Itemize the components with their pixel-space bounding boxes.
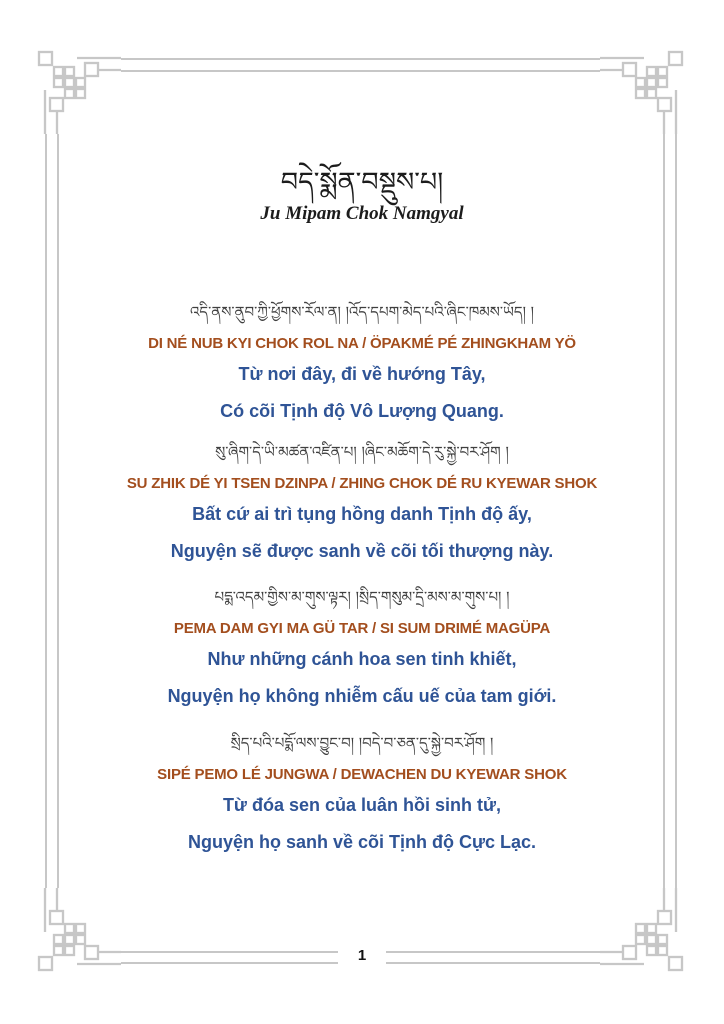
verse-transliteration-line: SU ZHIK DÉ YI TSEN DZINPA / ZHING CHOK DÉ RU KYEWAR SHOK bbox=[126, 475, 598, 492]
corner-knot-ornament-top-right bbox=[600, 50, 684, 134]
verse-vietnamese-line-2: Có cõi Tịnh độ Vô Lượng Quang. bbox=[220, 401, 504, 421]
verse-tibetan-line: འདི་ནས་ནུབ་ཀྱི་ཕྱོགས་རོལ་ན། །འོད་དཔག་མེད་པའི་ཞིང་ཁམས་ཡོད། ། bbox=[189, 303, 535, 321]
verse-tibetan-line: སྲིད་པའི་པདྨོ་ལས་བྱུང་བ། །བདེ་བ་ཅན་དུ་སྐྱེ་བར་ཤོག ། bbox=[230, 734, 494, 752]
verse-tibetan-line: སུ་ཞིག་དེ་ཡི་མཚན་འཛིན་པ། །ཞིང་མཆོག་དེ་རུ་སྐྱེ་བར་ཤོག ། bbox=[215, 443, 509, 461]
verse-transliteration-line: PEMA DAM GYI MA GÜ TAR / SI SUM DRIMÉ MAGÜPA bbox=[173, 620, 551, 637]
verse-block bbox=[0, 585, 724, 721]
verse-tibetan-line: པདྨ་འདམ་གྱིས་མ་གུས་ལྟར། །སྲིད་གསུམ་དྲི་མས་མ་གུས་པ། ། bbox=[214, 588, 510, 606]
corner-knot-ornament-top-left bbox=[37, 50, 121, 134]
verse-vietnamese-line-1: Từ đóa sen của luân hồi sinh tử, bbox=[222, 795, 502, 815]
verse-transliteration-line: DI NÉ NUB KYI CHOK ROL NA / ÖPAKMÉ PÉ ZHINGKHAM YÖ bbox=[148, 335, 576, 352]
corner-knot-ornament-bottom-left bbox=[37, 888, 121, 972]
page-number-container bbox=[338, 940, 386, 972]
verse-block bbox=[0, 440, 724, 576]
author-name: Ju Mipam Chok Namgyal bbox=[260, 203, 464, 224]
verse-block bbox=[0, 731, 724, 867]
verse-vietnamese-line-2: Nguyện họ không nhiễm cấu uế của tam giới. bbox=[167, 686, 557, 706]
page-title-tibetan: བདེ་སྨོན་བསྡུས་པ། bbox=[280, 167, 444, 198]
verse-vietnamese-line-1: Từ nơi đây, đi về hướng Tây, bbox=[238, 364, 486, 384]
verse-vietnamese-line-2: Nguyện sẽ được sanh về cõi tối thượng này. bbox=[170, 541, 554, 561]
corner-knot-ornament-bottom-right bbox=[600, 888, 684, 972]
verse-vietnamese-line-1: Như những cánh hoa sen tinh khiết, bbox=[207, 649, 517, 669]
verse-transliteration-line: SIPÉ PEMO LÉ JUNGWA / DEWACHEN DU KYEWAR SHOK bbox=[157, 766, 567, 783]
verse-vietnamese-line-1: Bất cứ ai trì tụng hồng danh Tịnh độ ấy, bbox=[192, 504, 532, 524]
verse-block bbox=[0, 300, 724, 436]
verse-vietnamese-line-2: Nguyện họ sanh về cõi Tịnh độ Cực Lạc. bbox=[187, 832, 537, 852]
page-number: 1 bbox=[357, 947, 367, 964]
